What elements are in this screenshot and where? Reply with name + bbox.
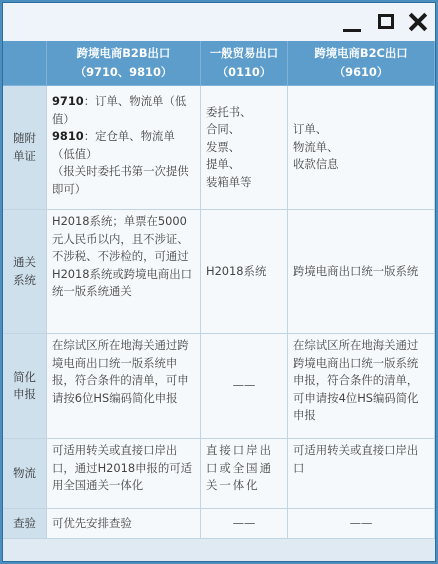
- row-label-logistics: 物流: [3, 439, 47, 509]
- row-label-customs: 通关系统: [3, 210, 47, 334]
- cell-logistics-general: 直接口岸出口或全国通关一体化: [201, 439, 288, 509]
- cell-inspection-b2b: 可优先安排查验: [47, 509, 201, 539]
- general-doc-item: 装箱单等: [206, 174, 252, 189]
- header-b2b: 跨境电商B2B出口（9710、9810）: [47, 41, 201, 86]
- cell-simplified-b2c: 在综试区所在地海关通过跨境电商出口统一版系统申报，符合条件的清单，可申请按4位HS编码简化申报: [288, 334, 435, 439]
- cell-customs-general: H2018系统: [201, 210, 288, 334]
- general-doc-item: 发票、: [206, 139, 241, 154]
- cell-docs-b2b: [47, 86, 201, 210]
- cell-inspection-general: ——: [201, 509, 288, 539]
- text-9810: ：定仓单、物流单（低值）: [52, 129, 175, 161]
- b2c-doc-item: 物流单、: [293, 139, 339, 154]
- general-doc-item: 委托书、: [206, 104, 252, 119]
- b2c-doc-item: 收款信息: [293, 157, 339, 172]
- general-doc-item: 合同、: [206, 122, 241, 137]
- cell-simplified-general: ——: [201, 334, 288, 439]
- row-label-docs: 随附单证: [3, 86, 47, 210]
- cell-simplified-b2b: 在综试区所在地海关通过跨境电商出口统一版系统申报，符合条件的清单，可申请按6位HS编码简化申报: [47, 334, 201, 439]
- header-corner: [3, 41, 47, 86]
- window-frame: [2, 2, 436, 562]
- cell-logistics-b2c: 可适用转关或直接口岸出口: [288, 439, 435, 509]
- text-9710: ：订单、物流单（低值）: [52, 94, 187, 126]
- row-label-inspection: 查验: [3, 509, 47, 539]
- cell-docs-general: [201, 86, 288, 210]
- header-b2c: 跨境电商B2C出口（9610）: [288, 41, 435, 86]
- cell-inspection-b2c: ——: [288, 509, 435, 539]
- b2c-doc-item: 订单、: [293, 122, 328, 137]
- cell-customs-b2b: H2018系统；单票在5000元人民币以内，且不涉证、不涉税、不涉检的，可通过H2018系统或跨境电商出口统一版系统通关: [47, 210, 201, 334]
- code-9710: 9710: [52, 94, 84, 108]
- header-general-trade: 一般贸易出口（0110）: [201, 41, 288, 86]
- comparison-table: [3, 3, 437, 563]
- general-doc-item: 提单、: [206, 157, 241, 172]
- code-9810: 9810: [52, 129, 84, 143]
- cell-customs-b2c: 跨境电商出口统一版系统: [288, 210, 435, 334]
- cell-docs-b2c: [288, 86, 435, 210]
- docs-note: （报关时委托书第一次提供即可）: [52, 164, 189, 196]
- row-label-simplified: 简化申报: [3, 334, 47, 439]
- cell-logistics-b2b: 可适用转关或直接口岸出口，通过H2018申报的可适用全国通关一体化: [47, 439, 201, 509]
